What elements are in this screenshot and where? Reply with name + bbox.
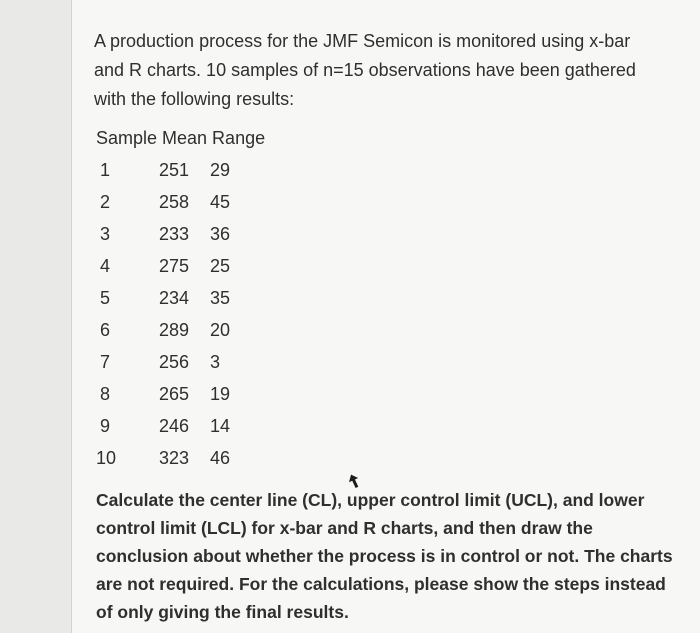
sample-mean: 289 (159, 320, 190, 340)
sample-range: 20 (210, 320, 231, 340)
sample-range: 14 (210, 416, 231, 436)
sample-mean: 246 (159, 416, 190, 436)
sample-range: 3 (210, 352, 221, 372)
sample-mean: 275 (159, 256, 190, 276)
table-row (72, 160, 372, 184)
table-row (72, 384, 372, 408)
sample-number: 7 (100, 352, 111, 372)
table-row (72, 192, 372, 216)
problem-statement: A production process for the JMF Semicon is monitored using x-bar and R charts. 10 samples of n=15 observations have been gathered with the following results: (94, 31, 636, 109)
sample-mean: 323 (159, 448, 190, 468)
sample-mean: 233 (159, 224, 190, 244)
table-row (72, 416, 372, 440)
table-header: Sample Mean Range (96, 128, 266, 148)
sample-mean: 256 (159, 352, 190, 372)
sample-mean: 234 (159, 288, 190, 308)
sample-range: 46 (210, 448, 231, 468)
table-row (72, 448, 372, 472)
sample-mean: 265 (159, 384, 190, 404)
question-text: Calculate the center line (CL), upper control limit (UCL), and lower control limit (LCL) for x-bar and R charts, and then draw the conclusion about whether the process is in control or not. The charts are not required. For the calculations, please show the steps instead of only giving the final results. (96, 490, 673, 622)
sample-range: 35 (210, 288, 231, 308)
sample-range: 25 (210, 256, 231, 276)
problem-card (71, 0, 700, 633)
sample-number: 4 (100, 256, 111, 276)
sample-number: 5 (100, 288, 111, 308)
table-row (72, 352, 372, 376)
sample-number: 6 (100, 320, 111, 340)
sample-mean: 251 (159, 160, 190, 180)
sample-number: 3 (100, 224, 111, 244)
sample-number: 2 (100, 192, 111, 212)
sample-number: 1 (100, 160, 111, 180)
sample-range: 19 (210, 384, 231, 404)
table-row (72, 320, 372, 344)
sample-range: 29 (210, 160, 231, 180)
sample-number: 8 (100, 384, 111, 404)
sample-range: 45 (210, 192, 231, 212)
table-row (72, 224, 372, 248)
table-row (72, 256, 372, 280)
table-row (72, 288, 372, 312)
sample-mean: 258 (159, 192, 190, 212)
sample-number: 9 (100, 416, 111, 436)
sample-number: 10 (96, 448, 117, 468)
sample-range: 36 (210, 224, 231, 244)
